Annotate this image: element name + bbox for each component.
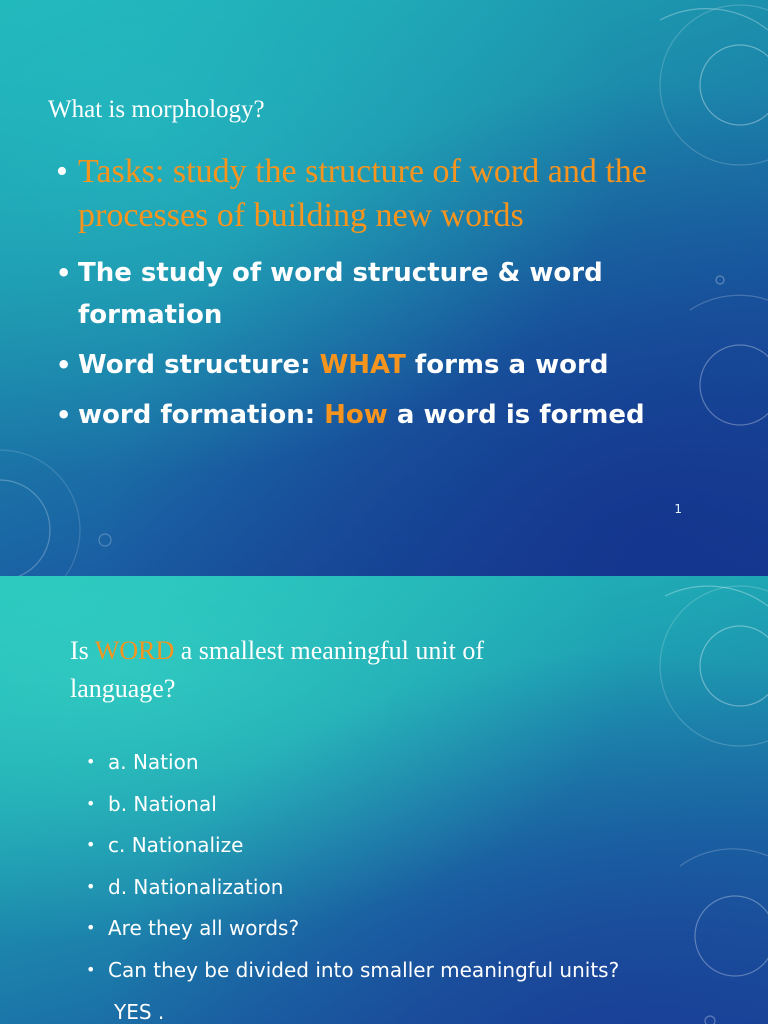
word-structure-bullet (56, 344, 698, 386)
tasks-bullet-text: Tasks: study the structure of word and the processes of building new words (78, 153, 647, 234)
bullet-dot-icon: • (86, 752, 96, 771)
bullet-dot-icon: • (86, 959, 96, 979)
word-formation-suffix: a word is formed (387, 400, 645, 430)
bullet-dot-icon: • (86, 918, 96, 937)
slide-1-title: What is morphology? (48, 96, 265, 123)
word-structure-prefix: Word structure: (78, 350, 320, 380)
study-bullet (56, 252, 698, 336)
list-item-text: a. Nation (108, 750, 199, 774)
slide-2-title-prefix: Is (70, 636, 95, 665)
list-item (86, 831, 708, 859)
slide-2-bullet-list (86, 748, 708, 997)
tasks-bullet (56, 150, 698, 238)
list-item (86, 790, 708, 818)
word-structure-highlight: WHAT (319, 350, 406, 380)
bullet-dot-icon: • (86, 835, 96, 854)
bullet-dot-icon: • (56, 259, 72, 287)
slide-2-title-suffix: a smallest meaningful unit of language? (70, 636, 485, 703)
bullet-dot-icon: • (86, 793, 96, 813)
bullet-dot-icon: • (56, 351, 72, 379)
word-formation-prefix: word formation: (78, 400, 325, 430)
slide-1-bullet-list (56, 150, 698, 444)
list-item-text: Are they all words? (108, 916, 300, 940)
bullet-dot-icon: • (86, 876, 96, 896)
slide-2-title-highlight: WORD (94, 636, 175, 665)
bullet-dot-icon: • (56, 153, 68, 190)
list-item-text: Can they be divided into smaller meaningful units? (108, 957, 620, 982)
study-bullet-text: The study of word structure & word formation (78, 258, 603, 330)
list-item (86, 914, 708, 942)
bullet-dot-icon: • (56, 401, 72, 429)
slide-number: 1 (674, 502, 682, 516)
word-formation-highlight: How (324, 400, 388, 430)
word-formation-bullet (56, 394, 698, 436)
list-item (86, 873, 708, 901)
slide-2-title (70, 632, 590, 708)
word-structure-suffix: forms a word (405, 350, 609, 380)
list-item (86, 748, 708, 776)
list-item-text: c. Nationalize (108, 833, 244, 857)
list-item-text: d. Nationalization (108, 874, 284, 899)
list-item (86, 956, 708, 984)
answer-text: YES . (114, 1000, 165, 1024)
list-item-text: b. National (108, 791, 217, 816)
slide-2 (0, 576, 768, 1024)
